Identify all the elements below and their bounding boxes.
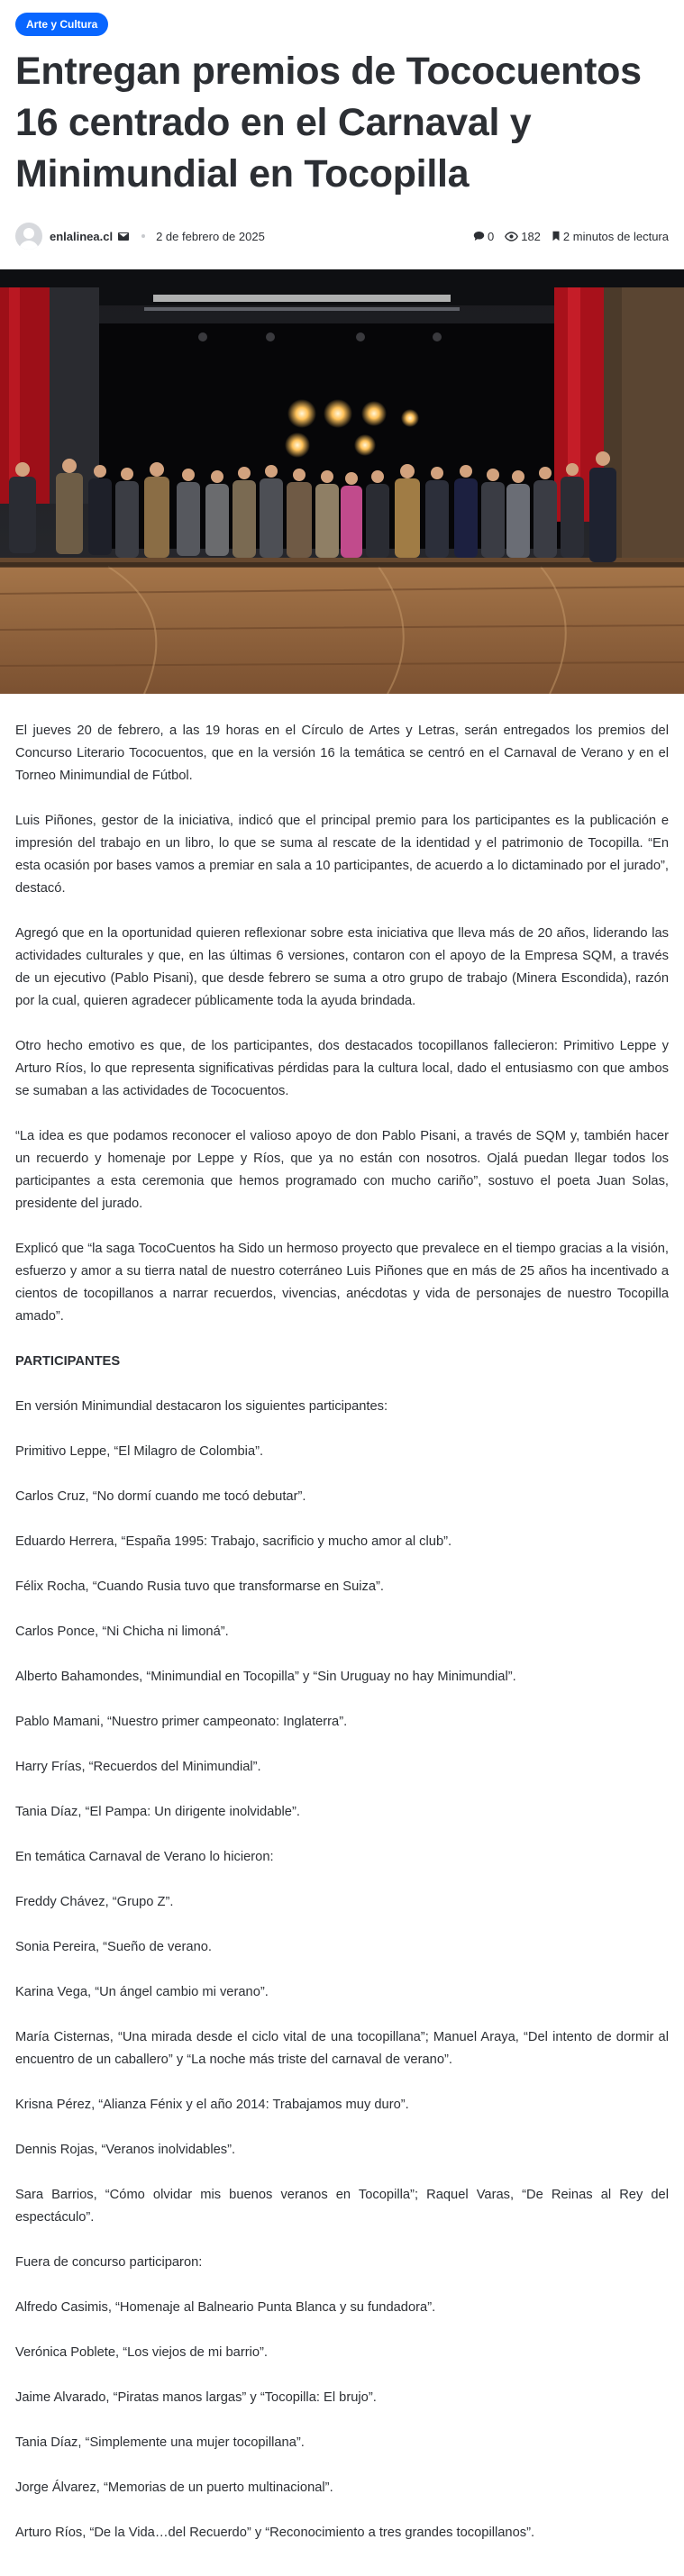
article-paragraph: Jorge Álvarez, “Memorias de un puerto multinacional”. bbox=[15, 2480, 333, 2495]
article-paragraph: “La idea es que podamos reconocer el valioso apoyo de don Pablo Pisani, a través de SQM y, también hacer un recuerdo y homenaje por Leppe y Ríos, que ya no están con nosotros. Ojalá puedan llegar todos los participantes a esta ceremonia que hemos programado con mucho cariño”, sostuvo el poeta Juan Solas, presidente del jurado. bbox=[15, 1129, 669, 1211]
article-paragraph: Explicó que “la saga TocoCuentos ha Sido un hermoso proyecto que prevalece en el tiempo gracias a la visión, esfuerzo y amor a su tierra natal de nuestro coterráneo Luis Piñones que en más de 25 años ha incentivado a cientos de tocopillanos a narrar recuerdos, vivencias, anécdotas y vida de personajes de nuestro Tocopilla amado”. bbox=[15, 1242, 669, 1324]
article-paragraph: Alfredo Casimis, “Homenaje al Balneario Punta Blanca y su fundadora”. bbox=[15, 2300, 436, 2315]
read-time-value: 2 minutos de lectura bbox=[562, 229, 669, 243]
article-paragraph: Pablo Mamani, “Nuestro primer campeonato: Inglaterra”. bbox=[15, 1715, 348, 1729]
views-count-value: 182 bbox=[521, 229, 541, 243]
article-paragraph: En temática Carnaval de Verano lo hicieron: bbox=[15, 1850, 274, 1864]
article-header bbox=[0, 0, 684, 254]
article-paragraph: Carlos Cruz, “No dormí cuando me tocó debutar”. bbox=[15, 1489, 306, 1504]
article-paragraph: Dennis Rojas, “Veranos inolvidables”. bbox=[15, 2143, 236, 2157]
section-heading: PARTICIPANTES bbox=[15, 1354, 121, 1369]
read-time bbox=[552, 230, 669, 243]
article-paragraph: Agregó que en la oportunidad quieren reflexionar sobre esta iniciativa que lleva más de 20 años, liderando las actividades culturales y que, en las últimas 6 versiones, contaron con el apoyo de la Empresa SQM, a través de un ejecutivo (Pablo Pisani), que desde febrero se suma a otro grupo de trabajo (Minera Escondida), razón por la cual, quieren agradecer públicamente toda la ayuda brindada. bbox=[15, 926, 669, 1008]
article-paragraph: Tania Díaz, “Simplemente una mujer tocopillana”. bbox=[15, 2435, 305, 2450]
article-paragraph: Karina Vega, “Un ángel cambio mi verano”. bbox=[15, 1985, 269, 1999]
comment-icon bbox=[473, 231, 485, 241]
article-paragraph: Jaime Alvarado, “Piratas manos largas” y “Tocopilla: El brujo”. bbox=[15, 2390, 377, 2405]
meta-separator bbox=[141, 234, 145, 238]
comments-count-value: 0 bbox=[487, 229, 495, 243]
article-title: Entregan premios de Tococuentos 16 centrado en el Carnaval y Minimundial en Tocopilla bbox=[15, 50, 642, 196]
article-paragraph: En versión Minimundial destacaron los siguientes participantes: bbox=[15, 1399, 388, 1414]
article-paragraph: Verónica Poblete, “Los viejos de mi barrio”. bbox=[15, 2345, 269, 2360]
post-date: 2 de febrero de 2025 bbox=[156, 229, 265, 243]
article-paragraph: Alberto Bahamondes, “Minimundial en Tocopilla” y “Sin Uruguay no hay Minimundial”. bbox=[15, 1670, 516, 1684]
article-paragraph: Primitivo Leppe, “El Milagro de Colombia”. bbox=[15, 1444, 264, 1459]
article-paragraph: Harry Frías, “Recuerdos del Minimundial”. bbox=[15, 1760, 261, 1774]
category-badge[interactable]: Arte y Cultura bbox=[15, 13, 108, 36]
article-paragraph: Luis Piñones, gestor de la iniciativa, indicó que el principal premio para los participantes es la publicación e impresión del trabajo en un libro, lo que se suma al rescate de la identidad y el patrimonio de Tocopilla. “En esta ocasión por bases vamos a premiar en sala a 10 participantes, de acuerdo a lo dictaminado por el jurado”, destacó. bbox=[15, 814, 669, 896]
author-link[interactable]: enlalinea.cl bbox=[50, 229, 114, 243]
featured-image bbox=[0, 269, 684, 694]
email-icon[interactable] bbox=[118, 232, 129, 241]
article-paragraph: Arturo Ríos, “De la Vida…del Recuerdo” y “Reconocimiento a tres grandes tocopillanos”. bbox=[15, 2526, 535, 2540]
article-paragraph: Eduardo Herrera, “España 1995: Trabajo, sacrificio y mucho amor al club”. bbox=[15, 1534, 452, 1549]
article-paragraph: Tania Díaz, “El Pampa: Un dirigente inolvidable”. bbox=[15, 1805, 300, 1819]
views-count bbox=[505, 230, 541, 243]
article-paragraph: Krisna Pérez, “Alianza Fénix y el año 2014: Trabajamos muy duro”. bbox=[15, 2098, 409, 2112]
post-meta bbox=[15, 218, 669, 254]
article-paragraph: Freddy Chávez, “Grupo Z”. bbox=[15, 1895, 174, 1909]
stage-photo bbox=[0, 269, 684, 694]
author-avatar[interactable] bbox=[15, 223, 42, 250]
article-paragraph: Carlos Ponce, “Ni Chicha ni limoná”. bbox=[15, 1625, 229, 1639]
article-paragraph: María Cisternas, “Una mirada desde el ciclo vital de una tocopillana”; Manuel Araya, “Del intento de dormir al encuentro de un caballero” y “La noche más triste del carnaval de verano”. bbox=[15, 2030, 669, 2067]
article-paragraph: Otro hecho emotivo es que, de los participantes, dos destacados tocopillanos fallecieron: Primitivo Leppe y Arturo Ríos, lo que representa significativas pérdidas para la cultura local, dado el entusiasmo con que ambos se sumaban a las actividades de Tococuentos. bbox=[15, 1039, 669, 1098]
article-paragraph: Félix Rocha, “Cuando Rusia tuvo que transformarse en Suiza”. bbox=[15, 1579, 384, 1594]
article-body bbox=[0, 694, 684, 2544]
article-paragraph: El jueves 20 de febrero, a las 19 horas en el Círculo de Artes y Letras, serán entregados los premios del Concurso Literario Tococuentos, que en la versión 16 la temática se centró en el Carnaval de Verano y en el Torneo Minimundial de Fútbol. bbox=[15, 724, 669, 783]
comments-count[interactable] bbox=[473, 230, 494, 243]
article-paragraph: Sonia Pereira, “Sueño de verano. bbox=[15, 1940, 213, 1954]
eye-icon bbox=[505, 232, 518, 241]
article-paragraph: Sara Barrios, “Cómo olvidar mis buenos veranos en Tocopilla”; Raquel Varas, “De Reinas al Rey del espectáculo”. bbox=[15, 2188, 669, 2225]
bookmark-icon bbox=[552, 231, 561, 241]
article-paragraph: Fuera de concurso participaron: bbox=[15, 2255, 203, 2270]
